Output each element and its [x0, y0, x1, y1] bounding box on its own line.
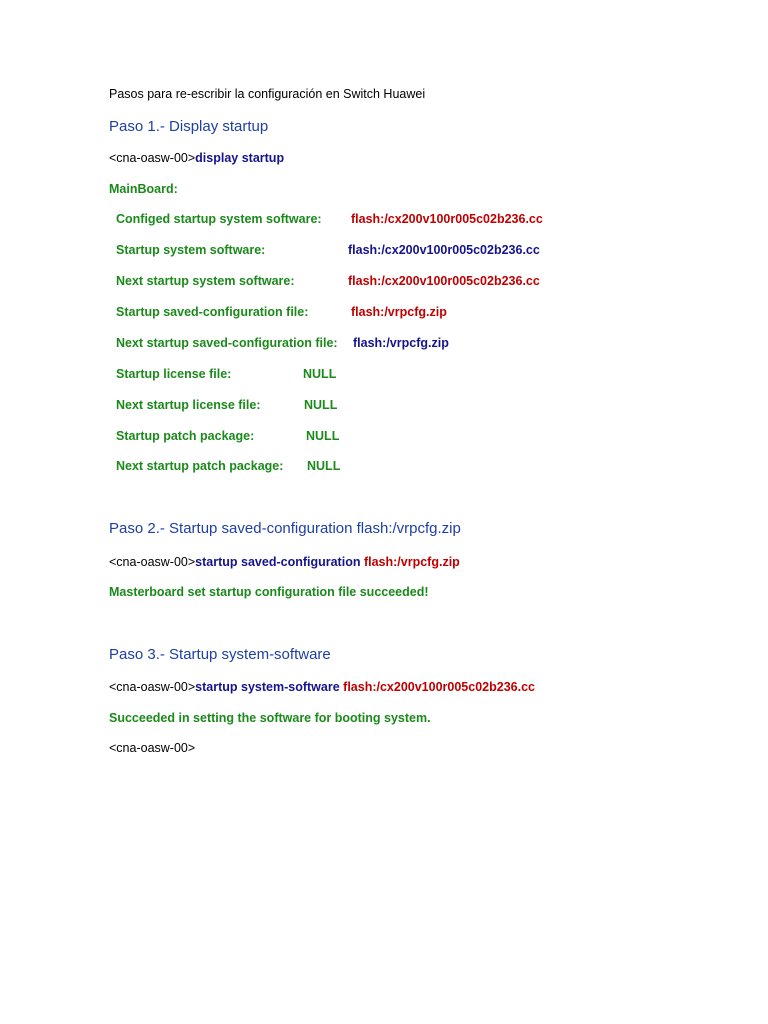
step3-command-line: [109, 679, 535, 695]
config-row-value: flash:/cx200v100r005c02b236.cc: [351, 212, 543, 226]
step1-command-line: [109, 150, 284, 166]
config-row-value: flash:/vrpcfg.zip: [351, 305, 447, 319]
config-row-label: Startup license file:: [116, 367, 232, 381]
step1-heading: Paso 1.- Display startup: [109, 118, 269, 135]
cli-argument: flash:/vrpcfg.zip: [363, 555, 460, 569]
config-row-label: Startup saved-configuration file:: [116, 305, 309, 319]
config-row-value: NULL: [306, 429, 340, 443]
step3-heading: Paso 3.- Startup system-software: [109, 646, 331, 663]
step2-heading: Paso 2.- Startup saved-configuration flash:/vrpcfg.zip: [109, 520, 461, 537]
page-title: Pasos para re-escribir la configuración en Switch Huawei: [109, 87, 426, 101]
config-row-label: Next startup patch package:: [116, 459, 284, 473]
config-row-value: NULL: [307, 459, 341, 473]
cli-command: display startup: [195, 151, 285, 165]
config-row-value: flash:/cx200v100r005c02b236.cc: [348, 243, 540, 257]
cli-command: startup saved-configuration: [195, 555, 361, 569]
cli-argument: flash:/cx200v100r005c02b236.cc: [343, 680, 535, 694]
config-row-value: NULL: [303, 367, 337, 381]
config-row-label: Next startup system software:: [116, 274, 295, 288]
config-row-value: flash:/cx200v100r005c02b236.cc: [348, 274, 540, 288]
config-row-label: Next startup saved-configuration file:: [116, 336, 338, 350]
config-row-label: Next startup license file:: [116, 398, 261, 412]
cli-prompt: <cna-oasw-00>: [109, 151, 196, 165]
step3-result: Succeeded in setting the software for booting system.: [109, 711, 431, 725]
step2-command-line: [109, 554, 460, 570]
config-row-label: Startup patch package:: [116, 429, 255, 443]
config-row-value: NULL: [304, 398, 338, 412]
cli-command: startup system-software: [195, 680, 340, 694]
config-row-label: Startup system software:: [116, 243, 266, 257]
mainboard-label: MainBoard:: [109, 182, 178, 196]
config-row-value: flash:/vrpcfg.zip: [353, 336, 449, 350]
cli-prompt: <cna-oasw-00>: [109, 680, 196, 694]
final-prompt: <cna-oasw-00>: [109, 741, 196, 755]
cli-prompt: <cna-oasw-00>: [109, 555, 196, 569]
step2-result: Masterboard set startup configuration file succeeded!: [109, 585, 429, 599]
config-row-label: Configed startup system software:: [116, 212, 322, 226]
